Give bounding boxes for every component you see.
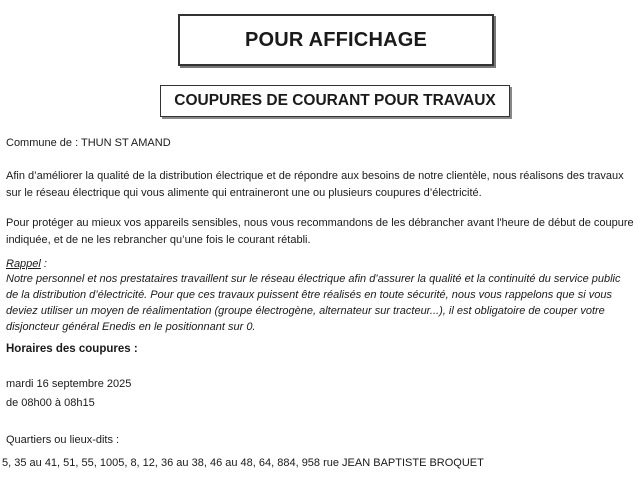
quartiers-heading: Quartiers ou lieux-dits : bbox=[6, 434, 120, 446]
rappel-line-4: disjoncteur général Enedis en le positionnant sur 0. bbox=[6, 321, 256, 333]
rappel-heading-colon: : bbox=[40, 258, 47, 270]
rappel-line-3: deviez utiliser un moyen de réalimentation (groupe électrogène, alternateur sur tracteur...), il est obligatoire de couper votre bbox=[6, 305, 605, 317]
intro-paragraph-line-2: sur le réseau électrique qui vous alimente qui entraineront une ou plusieurs coupures d’électricité. bbox=[6, 187, 482, 199]
notice-subtitle: COUPURES DE COURANT POUR TRAVAUX bbox=[160, 85, 510, 117]
advice-paragraph-line-1: Pour protéger au mieux vos appareils sensibles, nous vous recommandons de les débrancher avant l'heure de début de coupure bbox=[6, 217, 634, 229]
coupure-date: mardi 16 septembre 2025 bbox=[6, 378, 132, 390]
quartiers-addresses: 5, 35 au 41, 51, 55, 1005, 8, 12, 36 au 38, 46 au 48, 64, 884, 958 rue JEAN BAPTISTE BROQUET bbox=[2, 457, 484, 469]
rappel-heading-label: Rappel bbox=[6, 258, 41, 270]
horaires-heading: Horaires des coupures : bbox=[6, 343, 138, 355]
page-title: POUR AFFICHAGE bbox=[178, 14, 494, 66]
rappel-line-1: Notre personnel et nos prestataires travaillent sur le réseau électrique afin d’assurer la qualité et la continuité du service public bbox=[6, 273, 621, 285]
advice-paragraph-line-2: indiquée, et de ne les rebrancher qu’une fois le courant rétabli. bbox=[6, 234, 311, 246]
coupure-time: de 08h00 à 08h15 bbox=[6, 397, 95, 409]
intro-paragraph-line-1: Afin d’améliorer la qualité de la distribution électrique et de répondre aux besoins de notre clientèle, nous réalisons des travaux bbox=[6, 170, 624, 182]
rappel-line-2: de la distribution d’électricité. Pour que ces travaux puissent être réalisés en toute sécurité, nous vous rappelons que si vous bbox=[6, 289, 612, 301]
commune-line: Commune de : THUN ST AMAND bbox=[6, 137, 171, 149]
